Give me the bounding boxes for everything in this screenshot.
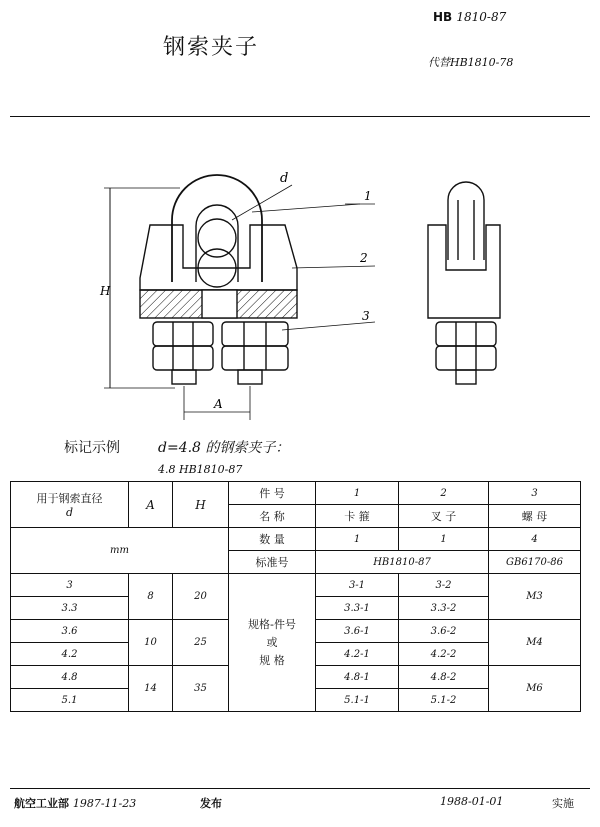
footer-rule	[10, 788, 590, 789]
nut-spec: M6	[489, 666, 581, 712]
impl-date: 1988-01-01	[440, 795, 504, 808]
part1-spec: 5.1-1	[316, 689, 399, 712]
marking-example-mark: 4.8 HB1810-87	[158, 463, 243, 476]
A-value: 14	[129, 666, 173, 712]
part1-spec: 3-1	[316, 574, 399, 597]
part1-spec: 3.3-1	[316, 597, 399, 620]
d-value: 5.1	[11, 689, 129, 712]
A-value: 10	[129, 620, 173, 666]
header-rule	[10, 116, 590, 117]
d-value: 4.2	[11, 643, 129, 666]
H-value: 20	[173, 574, 229, 620]
impl-label: 实施	[552, 797, 574, 810]
part2-spec: 3.3-2	[399, 597, 489, 620]
part-no-1: 1	[316, 482, 399, 505]
H-value: 35	[173, 666, 229, 712]
part1-spec: 4.2-1	[316, 643, 399, 666]
H-value: 25	[173, 620, 229, 666]
part1-spec: 3.6-1	[316, 620, 399, 643]
part2-spec: 5.1-2	[399, 689, 489, 712]
marking-example-text: d=4.8 的钢索夹子：	[158, 440, 290, 456]
part2-spec: 4.2-2	[399, 643, 489, 666]
replaces-note: 代替HB1810-78	[428, 56, 514, 69]
issue-label: 发布	[200, 797, 222, 810]
qty-2: 1	[399, 528, 489, 551]
std-no-nut: GB6170-86	[489, 551, 581, 574]
dim-H: H	[100, 284, 111, 298]
A-value: 8	[129, 574, 173, 620]
standard-number	[433, 10, 506, 24]
part-no-3: 3	[489, 482, 581, 505]
standard-id: 1810-87	[456, 10, 507, 24]
d-value: 3.6	[11, 620, 129, 643]
hdr-std-no: 标准号	[229, 551, 316, 574]
name-2: 叉 子	[399, 505, 489, 528]
front-view	[104, 175, 375, 420]
nut-spec: M4	[489, 620, 581, 666]
d-value: 3	[11, 574, 129, 597]
hdr-part-no: 件 号	[229, 482, 316, 505]
unit-mm: mm	[11, 528, 229, 574]
issuing-org: 航空工业部 1987-11-23	[14, 797, 137, 810]
qty-3: 4	[489, 528, 581, 551]
side-view	[428, 182, 500, 384]
d-value: 3.3	[11, 597, 129, 620]
nut-spec: M3	[489, 574, 581, 620]
part-no-2: 2	[399, 482, 489, 505]
callout-1: 1	[364, 189, 372, 203]
issue-date: 1987-11-23	[72, 797, 137, 810]
name-3: 螺 母	[489, 505, 581, 528]
hdr-diameter: 用于钢索直径 d	[11, 482, 129, 528]
spec-table	[10, 481, 581, 712]
technical-drawing	[0, 150, 600, 430]
part2-spec: 3.6-2	[399, 620, 489, 643]
hdr-H: H	[173, 482, 229, 528]
marking-example-label: 标记示例	[64, 440, 120, 456]
part2-spec: 3-2	[399, 574, 489, 597]
name-1: 卡 箍	[316, 505, 399, 528]
part1-spec: 4.8-1	[316, 666, 399, 689]
dim-A: A	[214, 397, 223, 411]
spec-label: 规格-件号 或 规 格	[229, 574, 316, 712]
part2-spec: 4.8-2	[399, 666, 489, 689]
label-d: d	[280, 171, 289, 186]
std-no: HB1810-87	[316, 551, 489, 574]
standard-code: HB	[433, 10, 453, 24]
hdr-A: A	[129, 482, 173, 528]
callout-2: 2	[360, 251, 368, 265]
page-title: 钢索夹子	[163, 35, 260, 60]
callout-3: 3	[362, 309, 370, 323]
qty-1: 1	[316, 528, 399, 551]
d-value: 4.8	[11, 666, 129, 689]
hdr-qty: 数 量	[229, 528, 316, 551]
hdr-name: 名 称	[229, 505, 316, 528]
